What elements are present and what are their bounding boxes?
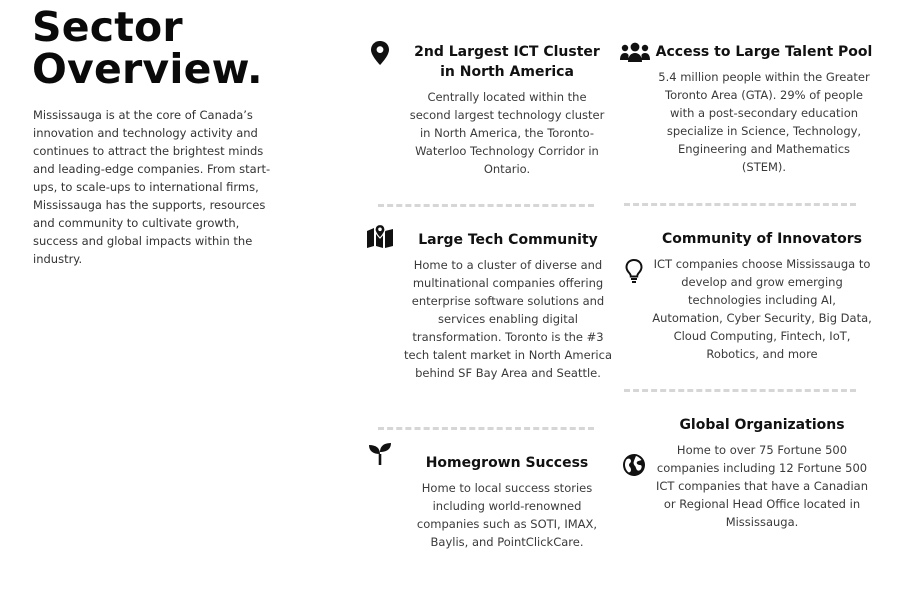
- card-global-orgs: [652, 415, 872, 531]
- card-title: Large Tech Community: [418, 232, 598, 248]
- lightbulb-icon: [620, 257, 648, 285]
- divider: [378, 427, 594, 430]
- card-talent-pool: [655, 42, 873, 176]
- card-body: 5.4 million people within the Greater Toronto Area (GTA). 29% of people with a post-secondary education specialize in Science, Technology, Engineering and Mathematics (STEM).: [658, 70, 870, 174]
- card-ict-cluster: [407, 42, 607, 178]
- card-title: 2nd Largest ICT Cluster in North America: [414, 44, 600, 80]
- card-title: Access to Large Talent Pool: [655, 44, 873, 60]
- title-line-1: Sector: [32, 3, 183, 51]
- map-icon: [366, 222, 394, 250]
- divider: [624, 389, 856, 392]
- card-body: Home to a cluster of diverse and multinational companies offering enterprise software solutions and services enabling digital transformation. Toronto is the #3 tech talent market in North America behind SF Bay Area and Seattle.: [404, 258, 612, 380]
- card-title: Community of Innovators: [662, 231, 862, 247]
- card-homegrown: [407, 453, 607, 551]
- divider: [378, 204, 594, 207]
- divider: [624, 203, 856, 206]
- card-body: Home to over 75 Fortune 500 companies including 12 Fortune 500 ICT companies that have a Canadian or Regional Head Office located in Mississauga.: [655, 443, 869, 529]
- card-title: Homegrown Success: [425, 455, 589, 471]
- card-body: Centrally located within the second largest technology cluster in North America, the Toronto-Waterloo Technology Corridor in Ontario.: [409, 90, 605, 176]
- seedling-icon: [366, 440, 394, 468]
- card-title: Global Organizations: [679, 417, 845, 433]
- title-line-2: Overview.: [32, 45, 263, 93]
- card-innovators: [652, 229, 872, 363]
- page-title: [32, 3, 263, 93]
- people-group-icon: [619, 39, 651, 67]
- intro-text: Mississauga is at the core of Canada’s innovation and technology activity and continues to attract the brightest minds and leading-edge companies. From start-ups, to scale-ups to international firms, Mississauga has the supports, resources and community to cultivate growth, success and global impacts within the industry.: [33, 108, 271, 266]
- card-body: Home to local success stories including world-renowned companies such as SOTI, IMAX, Baylis, and PointClickCare.: [416, 481, 598, 549]
- card-body: ICT companies choose Mississauga to develop and grow emerging technologies including AI, Automation, Cyber Security, Big Data, Cloud Computing, Fintech, IoT, Robotics, and more: [652, 257, 872, 361]
- card-tech-community: [403, 230, 613, 382]
- globe-icon: [620, 451, 648, 479]
- map-pin-icon: [366, 39, 394, 67]
